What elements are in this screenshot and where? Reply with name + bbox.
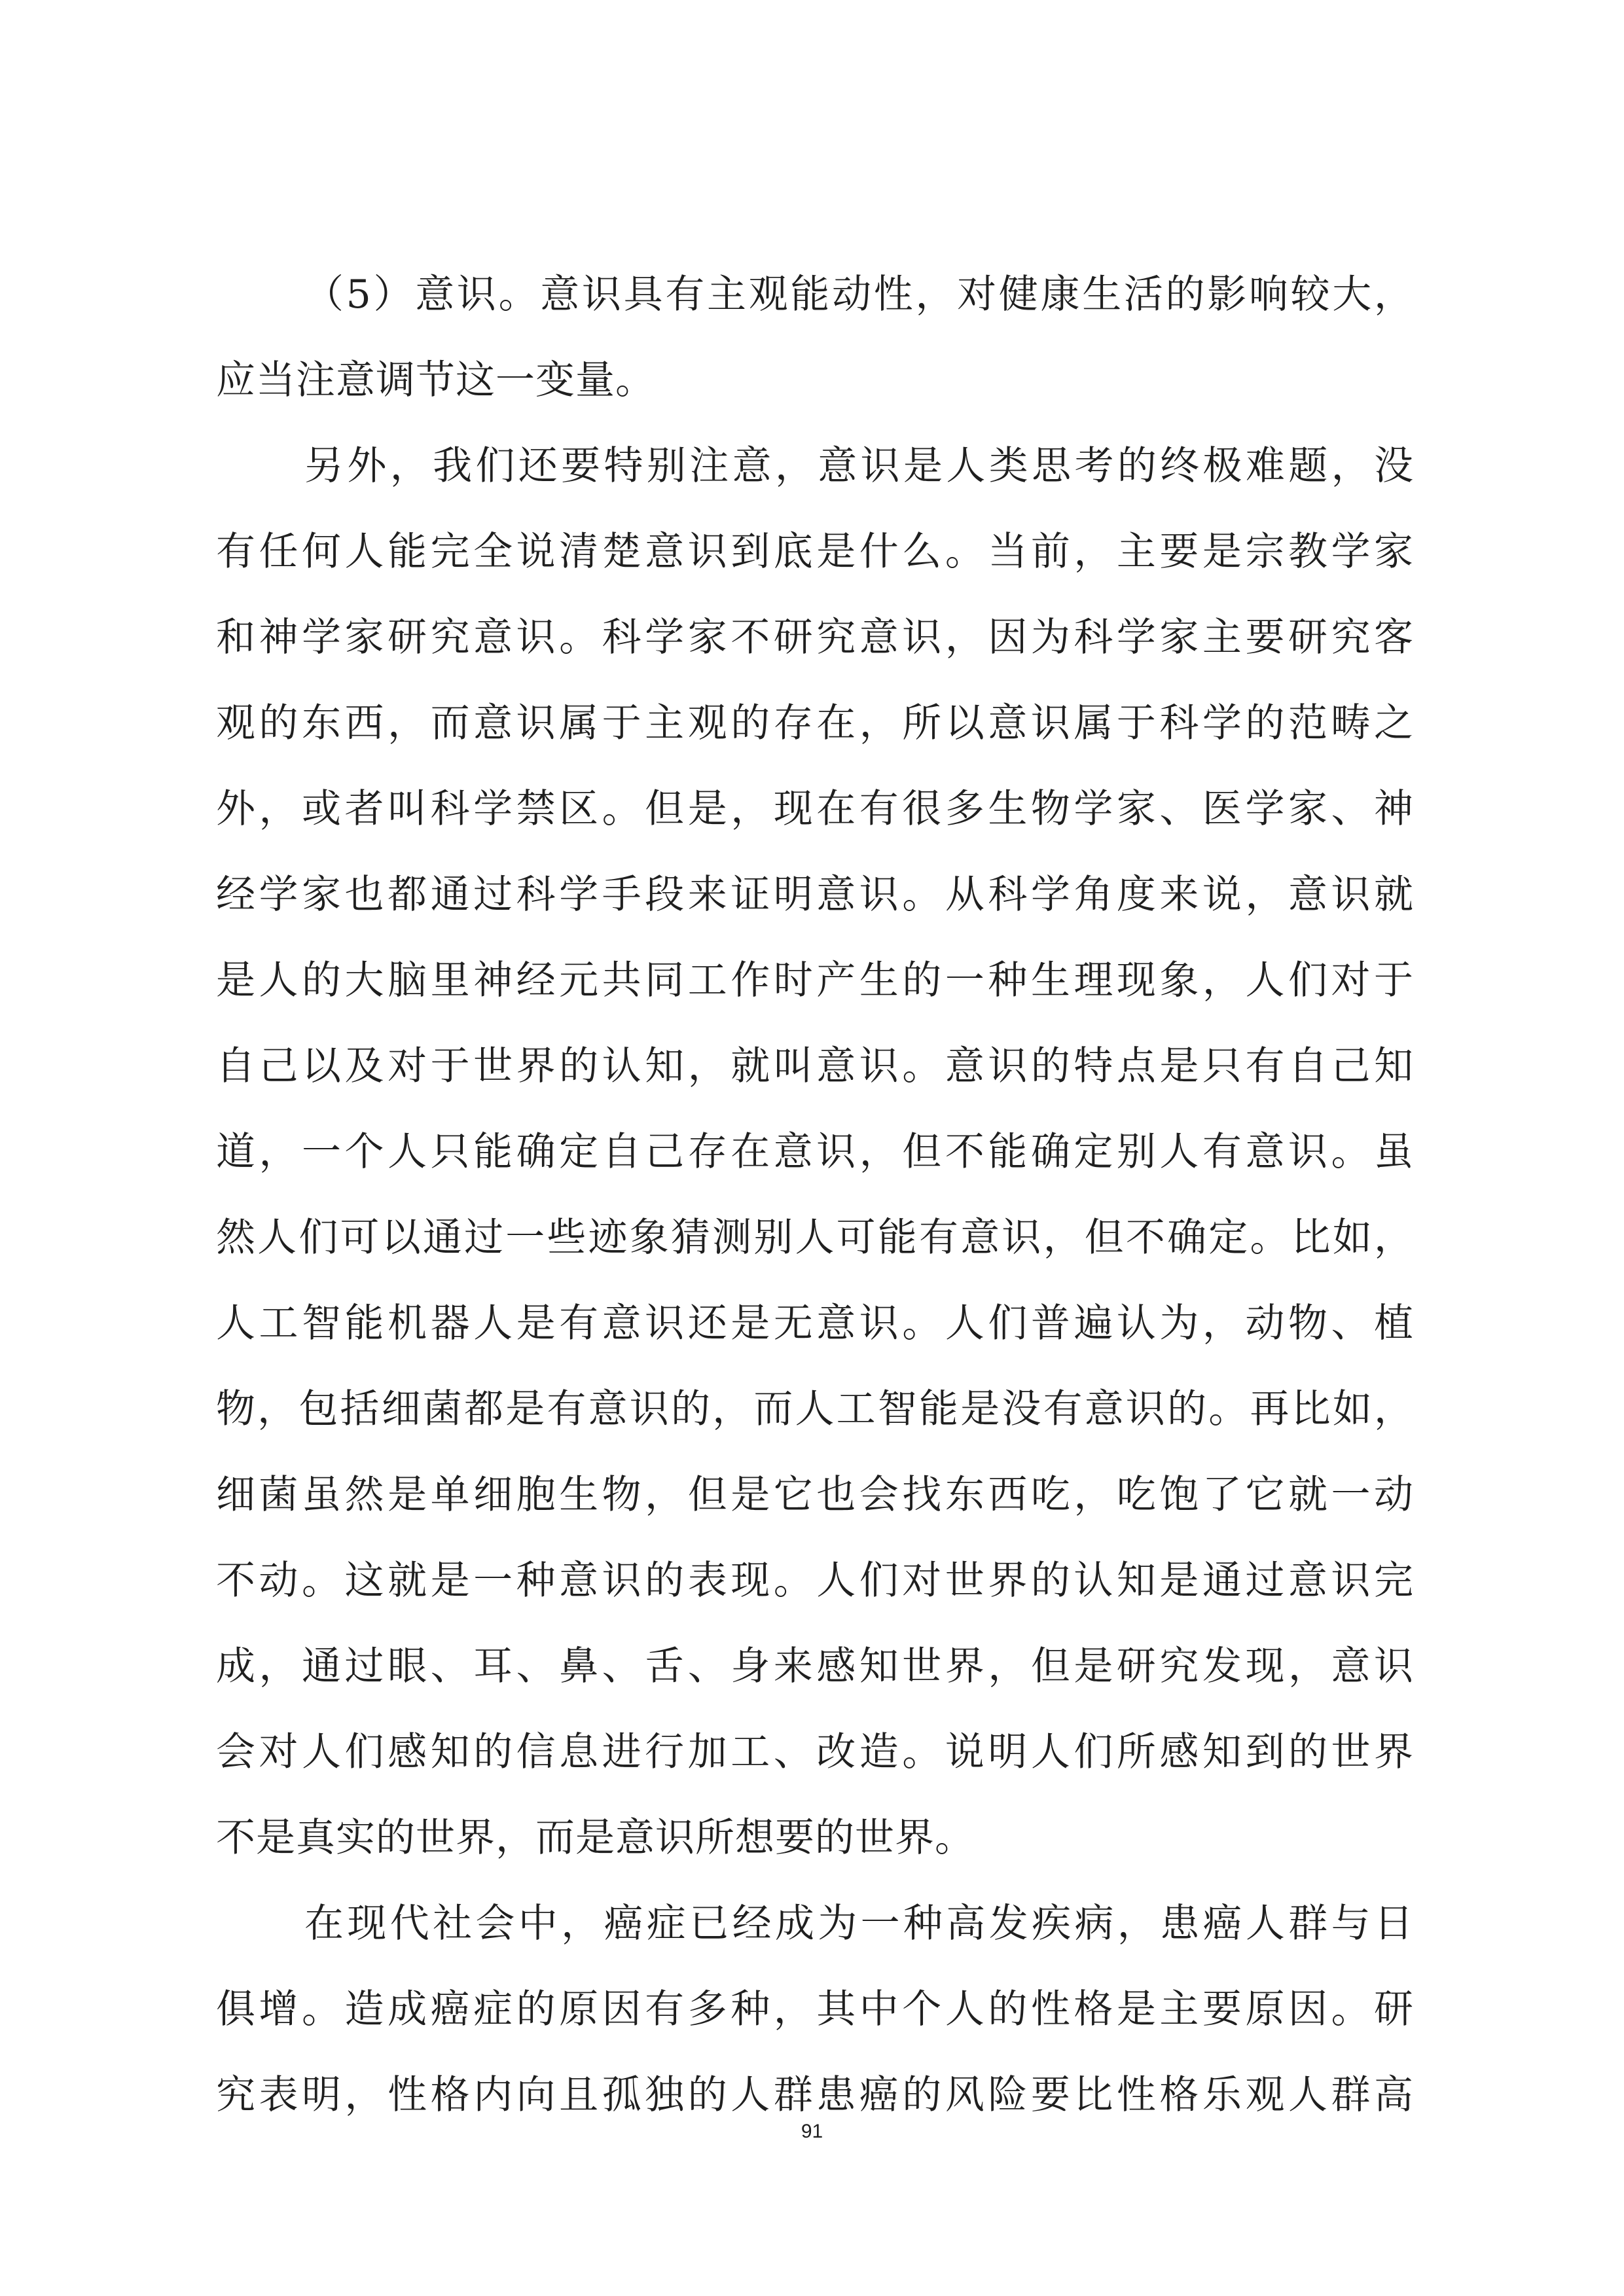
text-line: 另外，我们还要特别注意，意识是人类思考的终极难题，没 <box>304 443 1414 489</box>
text-line: 不动。这就是一种意识的表现。人们对世界的认知是通过意识完 <box>216 1558 1414 1604</box>
page-number: 91 <box>801 2121 823 2142</box>
text-line: 经学家也都通过科学手段来证明意识。从科学角度来说，意识就 <box>216 872 1414 918</box>
text-line: （5）意识。意识具有主观能动性，对健康生活的影响较大， <box>304 272 1414 317</box>
text-line: 和神学家研究意识。科学家不研究意识，因为科学家主要研究客 <box>216 615 1414 660</box>
text-line: 究表明，性格内向且孤独的人群患癌的风险要比性格乐观人群高 <box>216 2072 1414 2118</box>
text-line: 有任何人能完全说清楚意识到底是什么。当前，主要是宗教学家 <box>216 529 1414 575</box>
text-line: 人工智能机器人是有意识还是无意识。人们普遍认为，动物、植 <box>216 1300 1414 1346</box>
text-line: 在现代社会中，癌症已经成为一种高发疾病，患癌人群与日 <box>304 1901 1414 1946</box>
text-line: 道，一个人只能确定自己存在意识，但不能确定别人有意识。虽 <box>216 1129 1414 1175</box>
text-line: 应当注意调节这一变量。 <box>216 357 655 403</box>
text-line: 外，或者叫科学禁区。但是，现在有很多生物学家、医学家、神 <box>216 786 1414 832</box>
body-text <box>216 252 1414 2138</box>
text-line: 不是真实的世界，而是意识所想要的世界。 <box>216 1815 975 1861</box>
text-line: 自己以及对于世界的认知，就叫意识。意识的特点是只有自己知 <box>216 1043 1414 1089</box>
text-line: 物，包括细菌都是有意识的，而人工智能是没有意识的。再比如， <box>216 1386 1414 1432</box>
text-line: 细菌虽然是单细胞生物，但是它也会找东西吃，吃饱了它就一动 <box>216 1472 1414 1518</box>
text-line: 然人们可以通过一些迹象猜测别人可能有意识，但不确定。比如， <box>216 1215 1414 1261</box>
text-line: 是人的大脑里神经元共同工作时产生的一种生理现象，人们对于 <box>216 958 1414 1003</box>
text-line: 会对人们感知的信息进行加工、改造。说明人们所感知到的世界 <box>216 1729 1414 1775</box>
text-line: 成，通过眼、耳、鼻、舌、身来感知世界，但是研究发现，意识 <box>216 1643 1414 1689</box>
text-line: 观的东西，而意识属于主观的存在，所以意识属于科学的范畴之 <box>216 700 1414 746</box>
text-line: 俱增。造成癌症的原因有多种，其中个人的性格是主要原因。研 <box>216 1986 1414 2032</box>
